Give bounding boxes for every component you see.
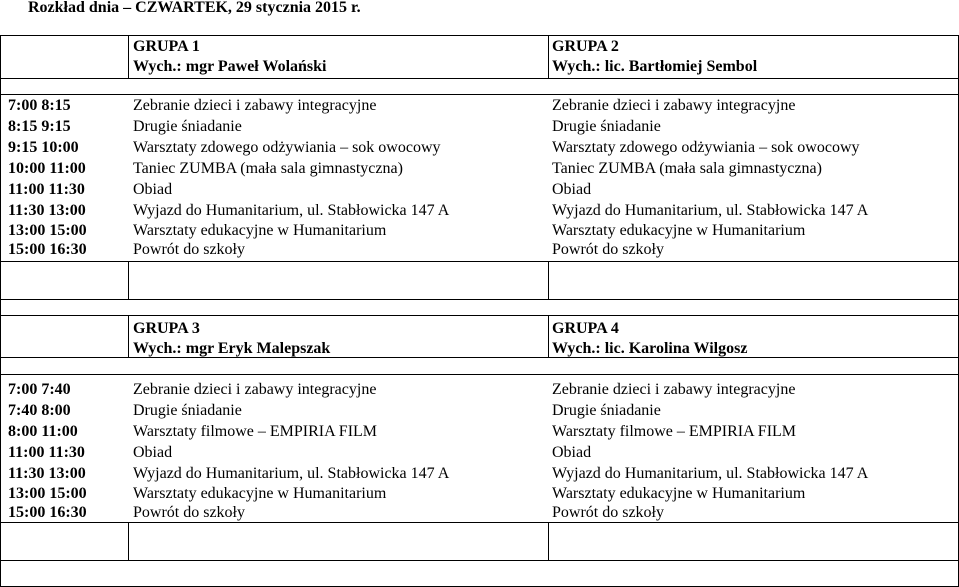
block2-time-6: 15:00 16:30 (8, 504, 87, 521)
group-2-teacher: Wych.: lic. Bartłomiej Sembol (552, 58, 758, 75)
block2-time-1: 7:40 8:00 (8, 402, 71, 419)
group-2-name: GRUPA 2 (552, 38, 619, 55)
block2-activity-b-2: Warsztaty filmowe – EMPIRIA FILM (552, 423, 797, 440)
block1-activity-a-0: Zebranie dzieci i zabawy integracyjne (133, 97, 377, 114)
block2-activity-b-6: Powrót do szkoły (552, 504, 664, 521)
block2-time-4: 11:30 13:00 (8, 465, 86, 482)
group-3-name: GRUPA 3 (133, 320, 200, 337)
block1-activity-a-7: Powrót do szkoły (133, 241, 245, 258)
block1-activity-a-5: Wyjazd do Humanitarium, ul. Stabłowicka 147 A (133, 202, 450, 219)
block1-activity-b-5: Wyjazd do Humanitarium, ul. Stabłowicka 147 A (552, 202, 869, 219)
group-1-teacher: Wych.: mgr Paweł Wolański (133, 58, 327, 75)
block1-activity-b-3: Taniec ZUMBA (mała sala gimnastyczna) (552, 160, 822, 177)
block1-activity-b-2: Warsztaty zdowego odżywiania – sok owocowy (552, 139, 860, 156)
block1-activity-b-7: Powrót do szkoły (552, 241, 664, 258)
block2-time-0: 7:00 7:40 (8, 381, 71, 398)
block1-activity-a-6: Warsztaty edukacyjne w Humanitarium (133, 222, 387, 239)
block1-time-2: 9:15 10:00 (8, 139, 79, 156)
block1-activity-b-1: Drugie śniadanie (552, 118, 661, 135)
block1-activity-b-4: Obiad (552, 181, 592, 198)
block2-activity-a-5: Warsztaty edukacyjne w Humanitarium (133, 485, 387, 502)
block1-activity-a-1: Drugie śniadanie (133, 118, 242, 135)
block2-time-2: 8:00 11:00 (8, 423, 78, 440)
block1-time-1: 8:15 9:15 (8, 118, 71, 135)
block2-activity-a-4: Wyjazd do Humanitarium, ul. Stabłowicka 147 A (133, 465, 450, 482)
block1-time-4: 11:00 11:30 (8, 181, 85, 198)
block2-activity-b-3: Obiad (552, 444, 592, 461)
block2-activity-a-1: Drugie śniadanie (133, 402, 242, 419)
block2-time-5: 13:00 15:00 (8, 485, 87, 502)
block2-activity-a-6: Powrót do szkoły (133, 504, 245, 521)
block1-activity-b-6: Warsztaty edukacyjne w Humanitarium (552, 222, 806, 239)
block1-activity-a-4: Obiad (133, 181, 173, 198)
block2-activity-b-5: Warsztaty edukacyjne w Humanitarium (552, 485, 806, 502)
block2-time-3: 11:00 11:30 (8, 444, 85, 461)
block1-activity-a-2: Warsztaty zdowego odżywiania – sok owocowy (133, 139, 441, 156)
block1-activity-b-0: Zebranie dzieci i zabawy integracyjne (552, 97, 796, 114)
block1-time-7: 15:00 16:30 (8, 241, 87, 258)
group-1-name: GRUPA 1 (133, 38, 200, 55)
group-4-teacher: Wych.: lic. Karolina Wilgosz (552, 340, 748, 357)
block1-time-3: 10:00 11:00 (8, 160, 86, 177)
schedule-table (0, 35, 959, 587)
block2-activity-b-1: Drugie śniadanie (552, 402, 661, 419)
block1-time-0: 7:00 8:15 (8, 97, 71, 114)
block2-activity-a-3: Obiad (133, 444, 173, 461)
group-4-name: GRUPA 4 (552, 320, 619, 337)
block1-time-6: 13:00 15:00 (8, 222, 87, 239)
block2-activity-b-4: Wyjazd do Humanitarium, ul. Stabłowicka 147 A (552, 465, 869, 482)
group-3-teacher: Wych.: mgr Eryk Malepszak (133, 340, 331, 357)
block1-activity-a-3: Taniec ZUMBA (mała sala gimnastyczna) (133, 160, 403, 177)
page-title: Rozkład dnia – CZWARTEK, 29 stycznia 2015 r. (28, 0, 361, 16)
block2-activity-b-0: Zebranie dzieci i zabawy integracyjne (552, 381, 796, 398)
block2-activity-a-0: Zebranie dzieci i zabawy integracyjne (133, 381, 377, 398)
block2-activity-a-2: Warsztaty filmowe – EMPIRIA FILM (133, 423, 378, 440)
block1-time-5: 11:30 13:00 (8, 202, 86, 219)
